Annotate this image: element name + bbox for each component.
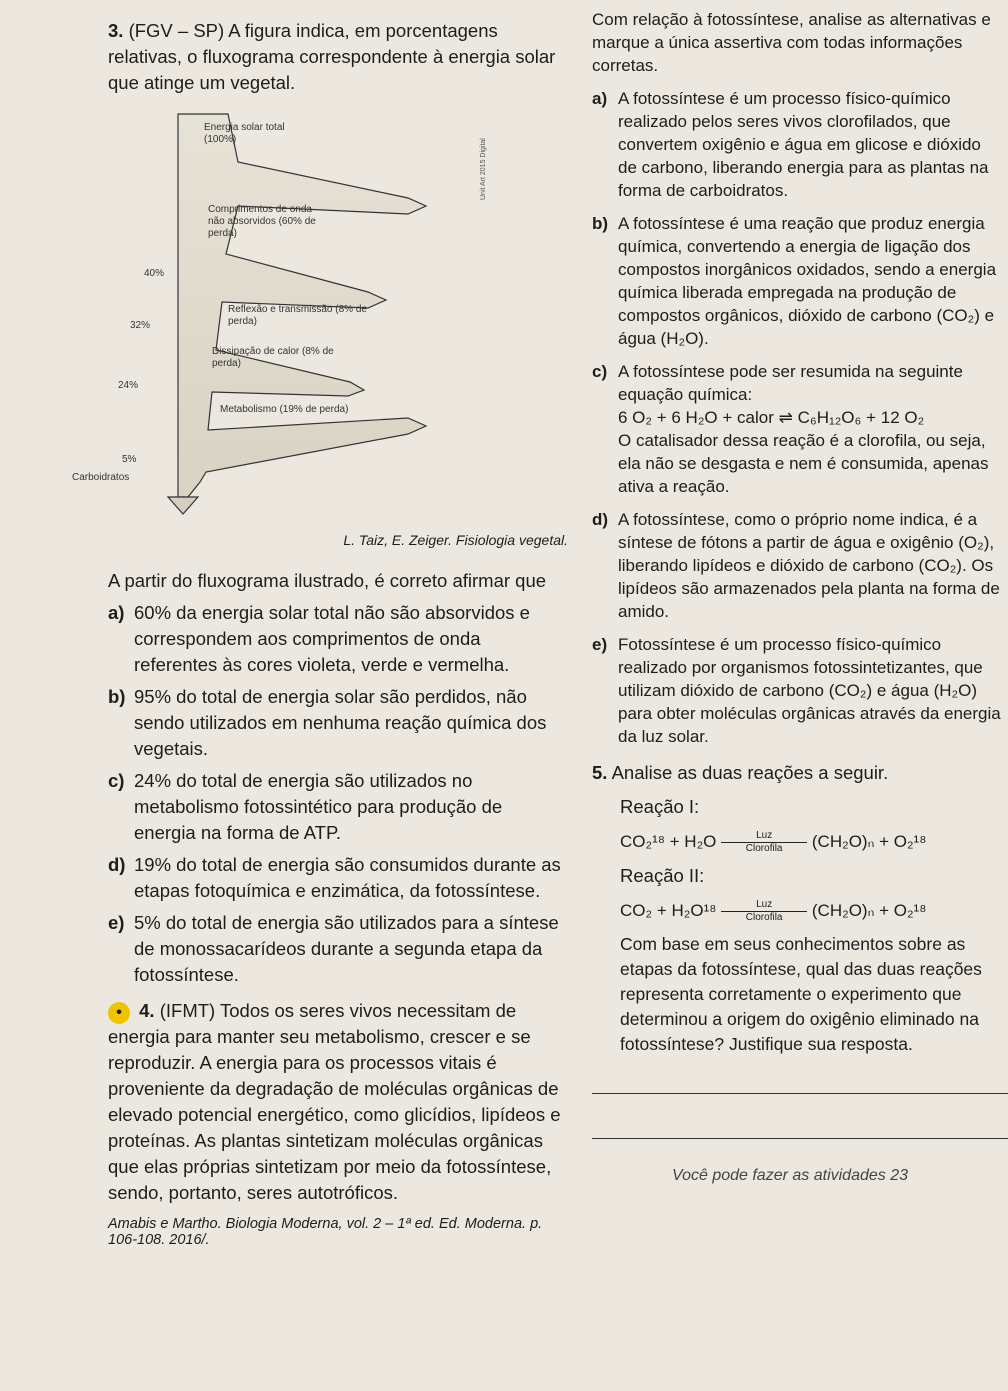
reaction-1-arrow	[721, 830, 807, 855]
reaction-2-arrow-top: Luz	[721, 899, 807, 912]
q3-option-a[interactable]	[108, 600, 568, 678]
reaction-1-products: (CH₂O)ₙ + O₂¹⁸	[811, 832, 927, 851]
q4-option-e-text: Fotossíntese é um processo físico-químico realizado por organismos fotossintetizantes, que utilizam dióxido de carbono (CO₂) e água (H₂O) para obter moléculas orgânicas através da energia da luz solar.	[618, 635, 1001, 746]
q4-option-d[interactable]	[592, 508, 1002, 623]
q4-option-b-text: A fotossíntese é uma reação que produz energia química, convertendo a energia de ligação dos compostos inorgânicos oxidados, sendo a energia química liberada empregada na produção de compostos orgânicos, dióxido de carbono (CO₂) e água (H₂O).	[618, 214, 997, 348]
q4-option-e-label: e)	[592, 635, 608, 654]
percent-32: 32%	[130, 320, 151, 331]
q5-header-text: Analise as duas reações a seguir.	[611, 762, 889, 783]
reaction-2-arrow-bottom: Clorofila	[745, 912, 783, 924]
percent-5: 5%	[122, 454, 137, 465]
q5-header	[592, 760, 1002, 786]
q3-option-c-label: c)	[108, 770, 125, 791]
q3-option-b-label: b)	[108, 686, 126, 707]
reaction-2-title: Reação II:	[620, 865, 705, 887]
q3-credit: L. Taiz, E. Zeiger. Fisiologia vegetal.	[343, 532, 568, 548]
q4-marker-icon: •	[108, 1002, 130, 1024]
q3-option-c-text: 24% do total de energia são utilizados no metabolismo fotossintético para produção de energia na forma de ATP.	[134, 770, 503, 843]
reaction-1-title: Reação I:	[620, 796, 700, 817]
reaction-2-reactants: CO₂ + H₂O¹⁸	[620, 901, 717, 921]
q4-header-text: (IFMT)	[159, 1000, 216, 1021]
q4-option-c[interactable]	[592, 360, 1002, 498]
reaction-1-reactants: CO₂¹⁸ + H₂O	[620, 832, 717, 851]
q4-option-a[interactable]	[592, 87, 1002, 202]
illustration-credit: Unit Art 2015 Digital	[480, 138, 487, 200]
q3-option-d-label: d)	[108, 854, 126, 875]
q3-option-b-text: 95% do total de energia solar são perdidos, não sendo utilizados em nenhuma reação química dos vegetais.	[134, 686, 547, 759]
q3-option-e-text: 5% do total de energia são utilizados para a síntese de monossacarídeos durante a segunda etapa da fotossíntese.	[134, 912, 559, 985]
q4-option-a-text: A fotossíntese é um processo físico-químico realizado pelos seres vivos clorofilados, que convertem oxigênio e água em glicose e dióxido de carbono, liberando energia para as plantas na forma de carboidratos.	[618, 89, 989, 200]
q3-option-e-label: e)	[108, 912, 125, 933]
carbohydrates-label: Carboidratos	[72, 472, 130, 483]
loss-heat-label: Dissipação de calor (8% de perda)	[212, 346, 334, 369]
q4-option-a-label: a)	[592, 89, 608, 108]
q3-prompt: A partir do fluxograma ilustrado, é correto afirmar que	[108, 570, 547, 591]
q3-option-a-text: 60% da energia solar total não são absorvidos e correspondem aos comprimentos de onda referentes às cores violeta, verde e vermelha.	[134, 602, 530, 675]
q3-option-d-text: 19% do total de energia são consumidos durante as etapas fotoquímica e enzimática, da fotossíntese.	[134, 854, 561, 901]
q3-header	[108, 18, 568, 96]
q3-option-d[interactable]	[108, 852, 568, 904]
q3-option-b[interactable]	[108, 684, 568, 762]
loss-reflection-label: Reflexão e transmissão (8% de perda)	[228, 304, 367, 327]
q5-question: Com base em seus conhecimentos sobre as etapas da fotossíntese, qual das duas reações representa corretamente o experimento que determinou a origem do oxigênio eliminado na fotossíntese? Justifique sua resposta.	[620, 934, 982, 1055]
q3-number: 3.	[108, 20, 124, 41]
answer-line-1[interactable]	[592, 1093, 1008, 1094]
q4-text: Todos os seres vivos necessitam de energia para manter seu metabolismo, crescer e se reproduzir. A energia para os processos vitais é proveniente da degradação de moléculas orgânicas de elevado potencial energético, como glicídios, lipídeos e proteínas. As plantas sintetizam moléculas orgânicas que elas próprias sintetizam por meio da fotossíntese, sendo, portanto, seres autotróficos.	[108, 1000, 561, 1203]
energy-flowchart	[72, 102, 548, 532]
reaction-1-arrow-bottom: Clorofila	[745, 843, 783, 855]
q4-number: 4.	[139, 1000, 155, 1021]
q4-header	[108, 998, 568, 1206]
total-energy-label: Energia solar total (100%)	[204, 122, 285, 145]
reaction-2-products: (CH₂O)ₙ + O₂¹⁸	[811, 901, 927, 921]
loss-metabolism-label: Metabolismo (19% de perda)	[220, 404, 349, 415]
left-column	[72, 18, 568, 1248]
percent-40: 40%	[144, 268, 165, 279]
q4-source: Amabis e Martho. Biologia Moderna, vol. 2 – 1ª ed. Ed. Moderna. p. 106-108. 2016/.	[108, 1216, 543, 1248]
q4-option-b-label: b)	[592, 214, 609, 233]
loss-wavelength-label: Comprimentos de onda não absorvidos (60% de perda)	[208, 204, 316, 239]
right-column	[592, 8, 1002, 1185]
flow-arrow-tip	[168, 497, 198, 514]
answer-line-2[interactable]	[592, 1138, 1008, 1139]
q4-option-d-text: A fotossíntese, como o próprio nome indica, é a síntese de fótons a partir de água e oxigênio (O₂), liberando lipídeos e dióxido de carbono (CO₂). Os lipídeos são armazenados pela planta na forma de amido.	[618, 510, 1000, 621]
q4-option-e[interactable]	[592, 633, 1002, 748]
q4-option-c-continuation: O catalisador dessa reação é a clorofila, ou seja, ela não se desgasta e nem é consumida, apenas ativa a reação.	[618, 431, 989, 496]
q3-header-text: (FGV – SP) A figura indica, em porcentagens relativas, o fluxograma correspondente à energia solar que atinge um vegetal.	[108, 20, 556, 93]
activity-footer: Você pode fazer as atividades 23	[672, 1167, 909, 1185]
reaction-2	[620, 899, 1002, 924]
q4-option-c-text: A fotossíntese pode ser resumida na seguinte equação química:	[618, 362, 963, 404]
q3-option-a-label: a)	[108, 602, 125, 623]
q4-intro: Com relação à fotossíntese, analise as alternativas e marque a única assertiva com todas informações corretas.	[592, 10, 991, 75]
q4-option-c-equation: 6 O₂ + 6 H₂O + calor ⇌ C₆H₁₂O₆ + 12 O₂	[618, 408, 925, 427]
reaction-1-arrow-top: Luz	[721, 830, 807, 843]
reaction-2-arrow	[721, 899, 807, 924]
q3-option-c[interactable]	[108, 768, 568, 846]
q5-number: 5.	[592, 762, 608, 783]
q4-option-d-label: d)	[592, 510, 609, 529]
q4-option-b[interactable]	[592, 212, 1002, 350]
reaction-1	[620, 830, 1002, 855]
q4-option-c-label: c)	[592, 362, 608, 381]
percent-24: 24%	[118, 380, 139, 391]
q3-option-e[interactable]	[108, 910, 568, 988]
